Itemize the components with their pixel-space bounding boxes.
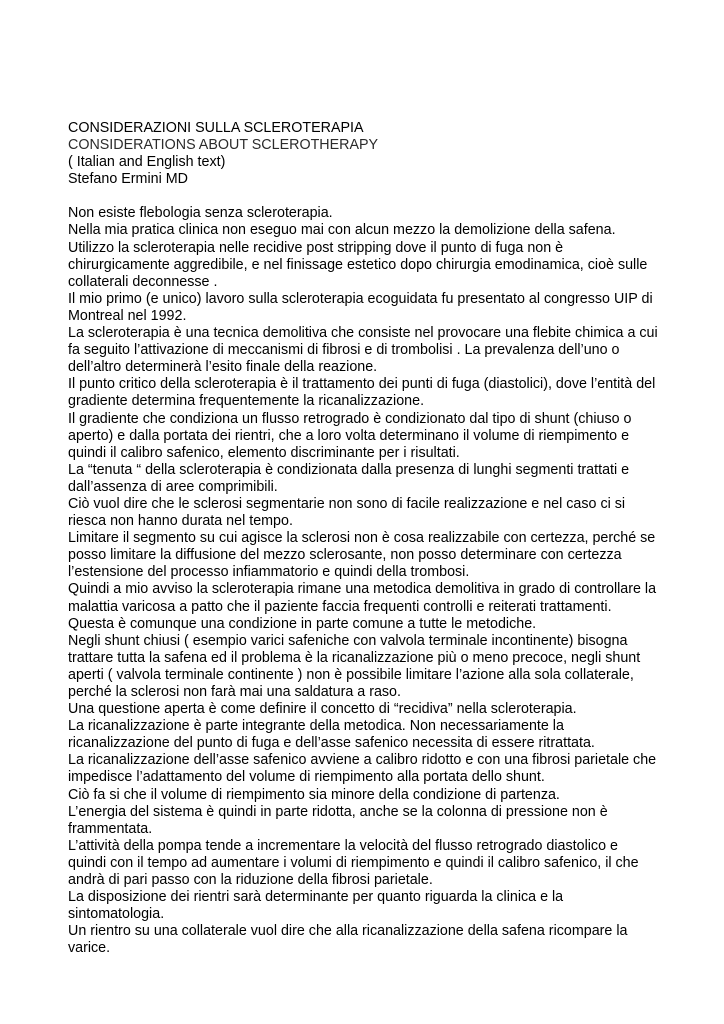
title-italian: CONSIDERAZIONI SULLA SCLEROTERAPIA: [68, 120, 364, 136]
title-english: CONSIDERATIONS ABOUT SCLEROTHERAPY: [68, 137, 379, 154]
paragraph: La disposizione dei rientri sarà determinante per quanto riguarda la clinica e la sintomatologia.: [68, 889, 564, 923]
paragraph: La scleroterapia è una tecnica demolitiva che consiste nel provocare una flebite chimica a cui fa seguito l’attivazione di meccanismi di fibrosi e di trombolisi . La prevalenza dell’uno o dell’altro determinerà l’esito finale della reazione.: [68, 325, 658, 376]
paragraph: Ciò vuol dire che le sclerosi segmentarie non sono di facile realizzazione e nel caso ci si riesca non hanno durata nel tempo.: [68, 495, 626, 530]
paragraph: Nella mia pratica clinica non eseguo mai con alcun mezzo la demolizione della safena.: [68, 222, 616, 239]
paragraph: Questa è comunque una condizione in parte comune a tutte le metodiche.: [68, 615, 537, 632]
paragraph: Il mio primo (e unico) lavoro sulla scleroterapia ecoguidata fu presentato al congresso UIP di Montreal nel 1992.: [68, 290, 653, 324]
spacer: [68, 188, 658, 205]
paragraph: Ciò fa si che il volume di riempimento sia minore della condizione di partenza.: [68, 786, 560, 803]
paragraph: Limitare il segmento su cui agisce la sclerosi non è cosa realizzabile con certezza, perché se posso limitare la diffusione del mezzo sclerosante, non posso determinare con certezza l’estensione del processo infiammatorio e quindi della trombosi.: [68, 530, 656, 581]
language-note: ( Italian and English text): [68, 154, 226, 171]
paragraph: Il punto critico della scleroterapia è il trattamento dei punti di fuga (diastolici), dove l’entità del gradiente determina frequentemente la ricanalizzazione.: [68, 376, 656, 410]
paragraph: Un rientro su una collaterale vuol dire che alla ricanalizzazione della safena ricompare la varice.: [68, 923, 628, 957]
document-header: [68, 120, 658, 188]
paragraph: Il gradiente che condiziona un flusso retrogrado è condizionato dal tipo di shunt (chiuso o aperto) e dalla portata dei rientri, che a loro volta determinano il volume di riempimento e quindi il calibro safenico, elemento discriminante per i risultati.: [68, 410, 632, 461]
paragraph: La “tenuta “ della scleroterapia è condizionata dalla presenza di lunghi segmenti trattati e dall’assenza di aree comprimibili.: [68, 461, 630, 495]
paragraph: Quindi a mio avviso la scleroterapia rimane una metodica demolitiva in grado di controllare la malattia varicosa a patto che il paziente faccia frequenti controlli e reiterati trattamenti.: [68, 581, 657, 615]
paragraph: Una questione aperta è come definire il concetto di “recidiva” nella scleroterapia.: [68, 701, 577, 718]
paragraph: L’energia del sistema è quindi in parte ridotta, anche se la colonna di pressione non è frammentata.: [68, 803, 608, 837]
paragraph: La ricanalizzazione è parte integrante della metodica. Non necessariamente la ricanalizzazione del punto di fuga e dell’asse safenico necessita di essere ritrattata.: [68, 718, 595, 752]
author: Stefano Ermini MD: [68, 171, 188, 188]
document-page: [68, 120, 658, 958]
body-text: [68, 205, 658, 957]
paragraph: L’attività della pompa tende a incrementare la velocità del flusso retrogrado diastolico e quindi con il tempo ad aumentare i volumi di riempimento e quindi il calibro safenico, il che andrà di pari passo con la riduzione della fibrosi parietale.: [68, 837, 639, 889]
paragraph: Negli shunt chiusi ( esempio varici safeniche con valvola terminale incontinente) bisogna trattare tutta la safena ed il problema è la ricanalizzazione più o meno precoce, negli shunt aperti ( valvola terminale continente ) non è possibile limitare l’azione alla sola collaterale, perché la sclerosi non farà mai una saldatura a raso.: [68, 632, 641, 700]
paragraph: La ricanalizzazione dell’asse safenico avviene a calibro ridotto e con una fibrosi parietale che impedisce l’adattamento del volume di riempimento alla portata dello shunt.: [68, 752, 657, 786]
paragraph: Utilizzo la scleroterapia nelle recidive post stripping dove il punto di fuga non è chirurgicamente aggredibile, e nel finissage estetico dopo chirurgia emodinamica, cioè sulle collaterali deconnesse .: [68, 239, 648, 290]
paragraph: Non esiste flebologia senza scleroterapia.: [68, 205, 333, 222]
